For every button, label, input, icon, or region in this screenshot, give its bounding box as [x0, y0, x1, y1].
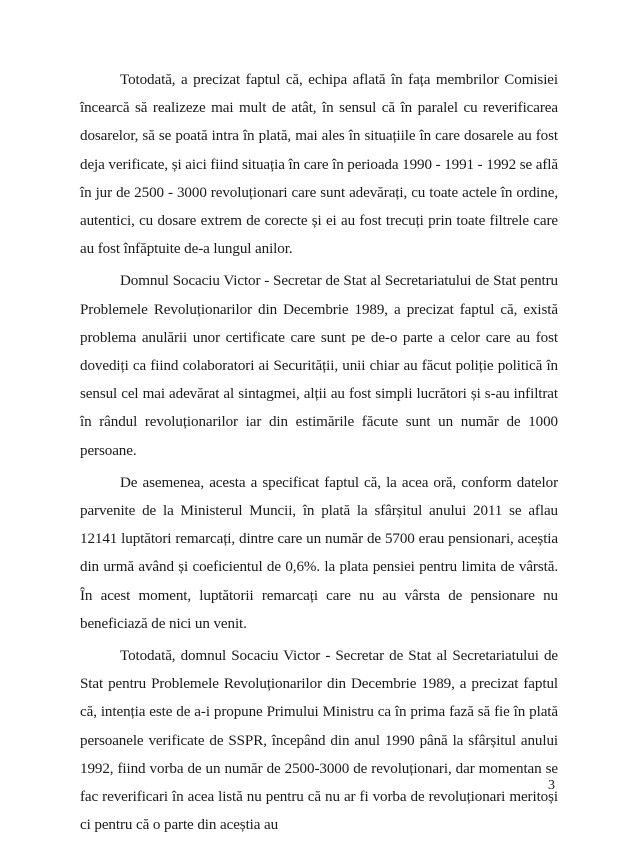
page-number: 3	[548, 778, 555, 793]
paragraph: Totodată, domnul Socaciu Victor - Secretar de Stat al Secretariatului de Stat pentru Problemele Revoluționarilor din Decembrie 1989, a precizat faptul că, intenția este de a-i propune Primului Ministru ca în prima fază să fie în plată persoanele verificate de SSPR, începând din anul 1990 până la sfârșitul anului 1992, fiind vorba de un număr de 2500-3000 de revoluționari, dar momentan se fac reverificari în acea listă nu pentru că nu ar fi vorba de revoluționari meritoși ci pentru că o parte din aceștia au	[80, 648, 558, 834]
paragraph: De asemenea, acesta a specificat faptul că, la acea oră, conform datelor parvenite de la Ministerul Muncii, în plată la sfârșitul anului 2011 se aflau 12141 luptători remarcați, dintre care un număr de 5700 erau pensionari, aceștia din urmă având și coeficientul de 0,6%. la plata pensiei pentru limita de vârstă. În acest moment, luptătorii remarcați care nu au vârsta de pensionare nu beneficiază de nici un venit.	[80, 474, 558, 632]
paragraph: Totodată, a precizat faptul că, echipa aflată în fața membrilor Comisiei încearcă să realizeze mai mult de atât, în sensul că în paralel cu reverificarea dosarelor, să se poată intra în plată, mai ales în situațiile în care dosarele au fost deja verificate, și aici fiind situația în care în perioada 1990 - 1991 - 1992 se află în jur de 2500 - 3000 revoluționari care sunt adevărați, cu toate actele în ordine, autentici, cu dosare extrem de corecte și ei au fost trecuți prin toate filtrele care au fost înfăptuite de-a lungul anilor.	[80, 72, 558, 258]
body-text	[80, 66, 558, 843]
paragraph: Domnul Socaciu Victor - Secretar de Stat al Secretariatului de Stat pentru Problemele Revoluționarilor din Decembrie 1989, a precizat faptul că, există problema anulării unor certificate care sunt pe de-o parte a celor care au fost dovediți ca fiind colaboratori ai Securității, unii chiar au făcut poliție politică în sensul cel mai adevărat al sintagmei, alții au fost simpli lucrători și s-au infiltrat în rândul revoluționarilor iar din estimările făcute sunt un număr de 1000 persoane.	[80, 273, 558, 459]
